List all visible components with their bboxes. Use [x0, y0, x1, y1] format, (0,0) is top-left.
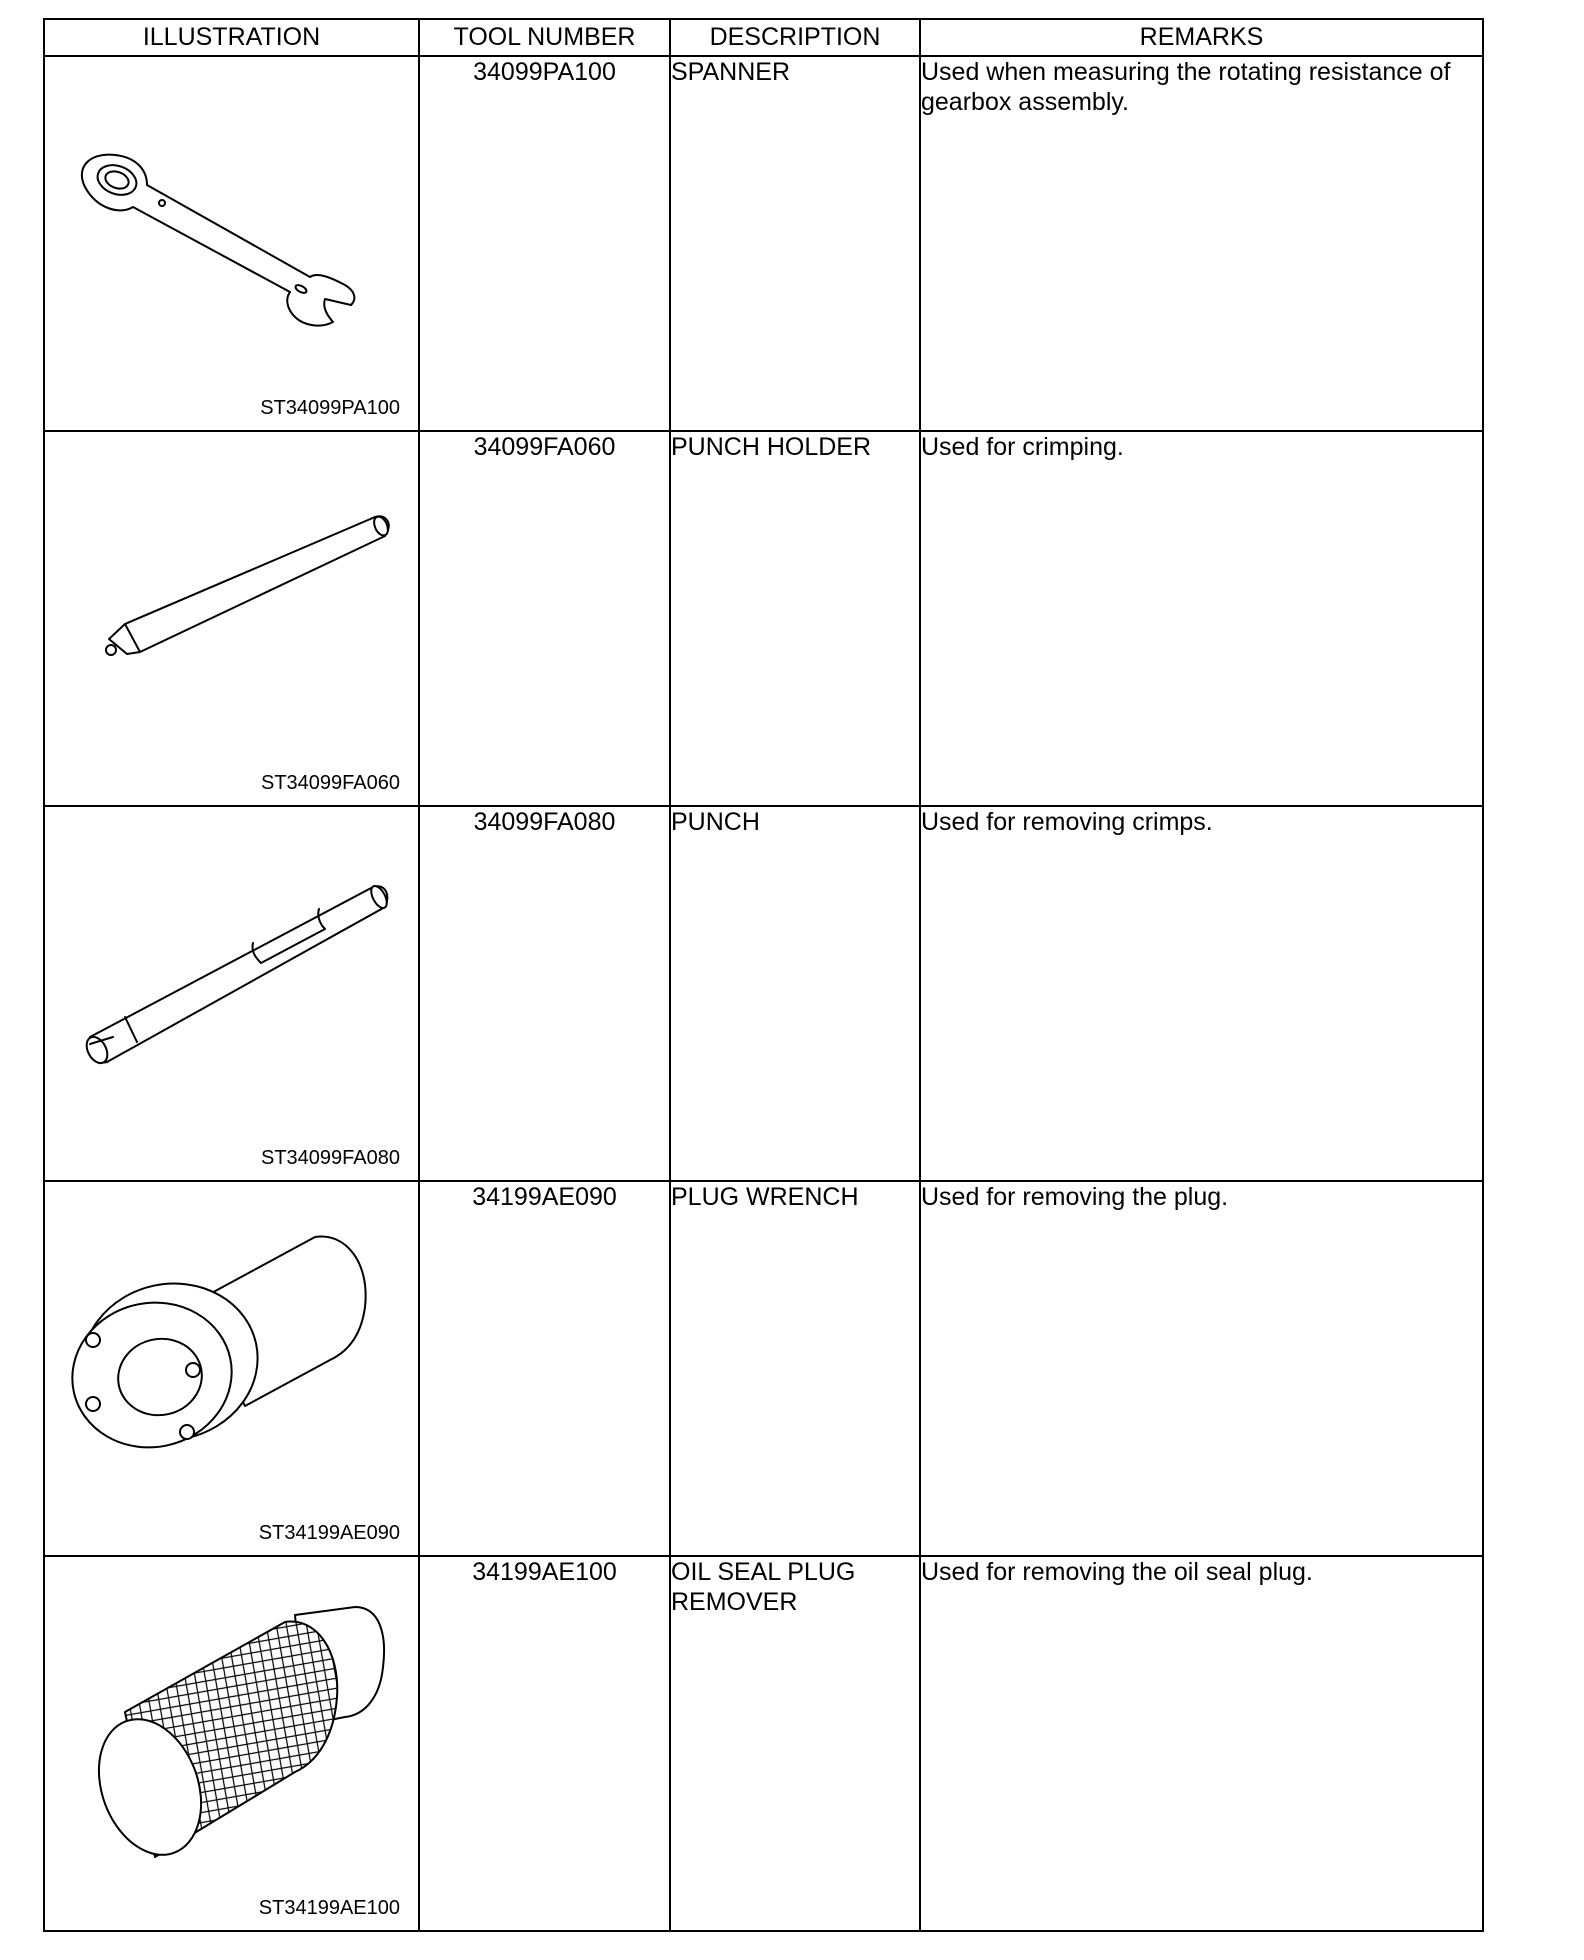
- illustration-cell: [44, 806, 419, 1181]
- tool-number-cell: 34099FA080: [419, 806, 670, 1181]
- header-remarks: REMARKS: [920, 19, 1483, 56]
- tool-number-cell: 34199AE100: [419, 1556, 670, 1931]
- description-cell: SPANNER: [670, 56, 920, 431]
- table-row: [44, 1556, 1483, 1931]
- illustration-code: ST34099FA080: [261, 1147, 400, 1169]
- illustration-code: ST34199AE100: [258, 1897, 400, 1919]
- oil-seal-plug-remover-illustration: [55, 1567, 415, 1887]
- spanner-illustration: [55, 67, 415, 387]
- punch-illustration: [55, 817, 415, 1137]
- special-tools-table: [43, 18, 1484, 1932]
- tool-number-cell: 34199AE090: [419, 1181, 670, 1556]
- illustration-cell: [44, 1556, 419, 1931]
- illustration-cell: [44, 56, 419, 431]
- description-cell: OIL SEAL PLUG REMOVER: [670, 1556, 920, 1931]
- table-row: [44, 1181, 1483, 1556]
- header-illustration: ILLUSTRATION: [44, 19, 419, 56]
- illustration-cell: [44, 1181, 419, 1556]
- remarks-cell: Used for removing the oil seal plug.: [920, 1556, 1483, 1931]
- illustration-code: ST34099FA060: [261, 772, 400, 794]
- remarks-cell: Used for removing crimps.: [920, 806, 1483, 1181]
- tool-number-cell: 34099PA100: [419, 56, 670, 431]
- table-row: [44, 56, 1483, 431]
- tool-number-cell: 34099FA060: [419, 431, 670, 806]
- description-cell: PUNCH: [670, 806, 920, 1181]
- remarks-cell: Used when measuring the rotating resistance of gearbox assembly.: [920, 56, 1483, 431]
- description-cell: PUNCH HOLDER: [670, 431, 920, 806]
- illustration-cell: [44, 431, 419, 806]
- table-row: [44, 806, 1483, 1181]
- header-tool-number: TOOL NUMBER: [419, 19, 670, 56]
- punch-holder-illustration: [55, 442, 415, 762]
- table-header-row: [44, 19, 1483, 56]
- remarks-cell: Used for crimping.: [920, 431, 1483, 806]
- description-cell: PLUG WRENCH: [670, 1181, 920, 1556]
- illustration-code: ST34199AE090: [258, 1522, 400, 1544]
- header-description: DESCRIPTION: [670, 19, 920, 56]
- illustration-code: ST34099PA100: [260, 397, 400, 419]
- remarks-cell: Used for removing the plug.: [920, 1181, 1483, 1556]
- plug-wrench-illustration: [55, 1192, 415, 1512]
- table-row: [44, 431, 1483, 806]
